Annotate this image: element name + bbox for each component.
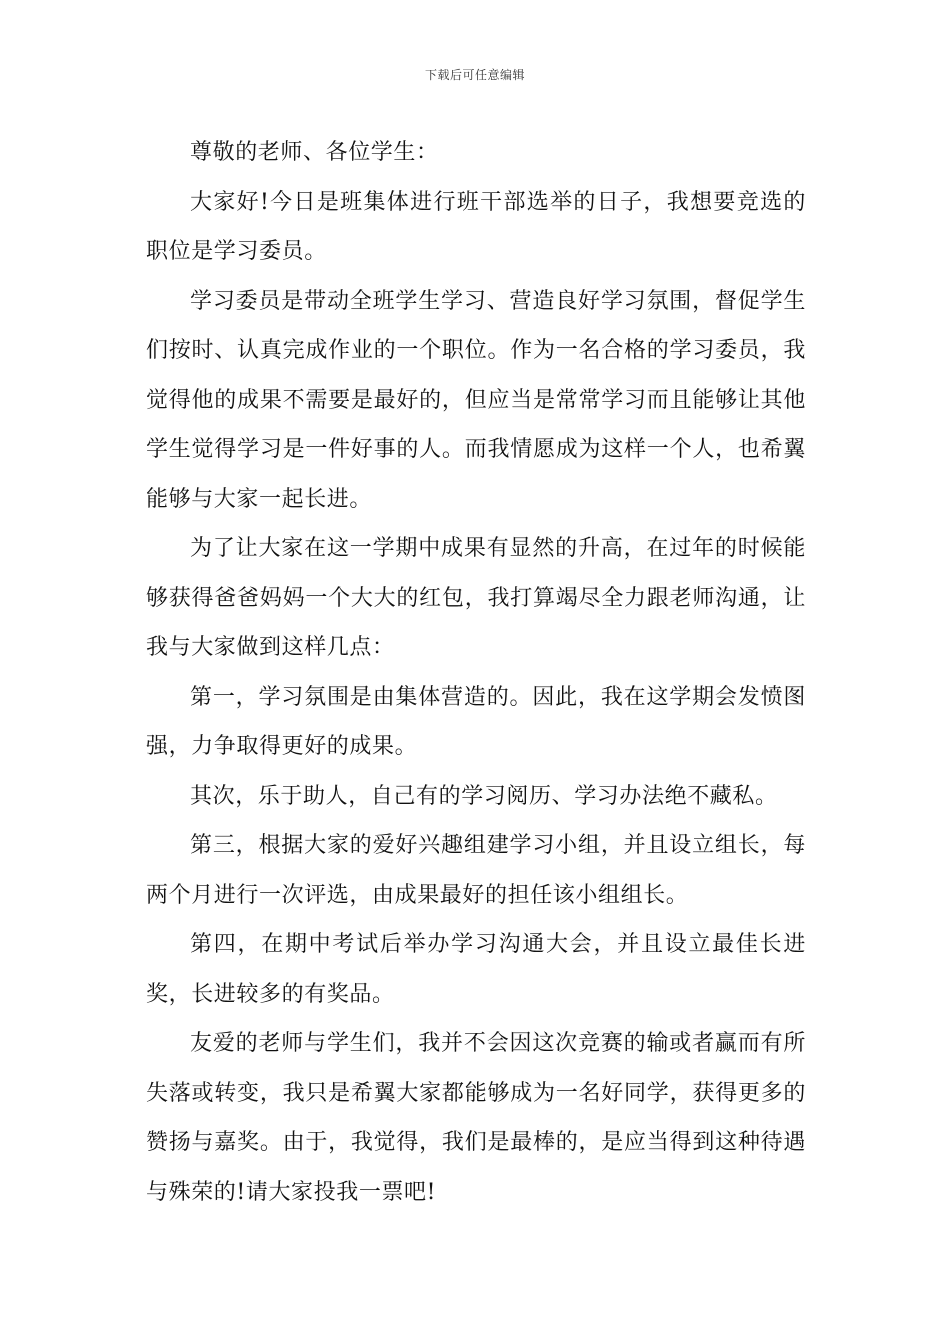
- paragraph: 其次，乐于助人，自己有的学习阅历、学习办法绝不藏私。: [190, 783, 778, 809]
- paragraph: 第四，在期中考试后举办学习沟通大会，并且设立最佳长进奖，长进较多的有奖品。: [146, 932, 806, 1007]
- paragraph: 第一，学习氛围是由集体营造的。因此，我在这学期会发愤图强，力争取得更好的成果。: [146, 684, 806, 759]
- paragraph: 学习委员是带动全班学生学习、营造良好学习氛围，督促学生们按时、认真完成作业的一个职位。作为一名合格的学习委员，我觉得他的成果不需要是最好的，但应当是常常学习而且能够让其他学生觉得学习是一件好事的人。而我情愿成为这样一个人，也希翼能够与大家一起长进。: [146, 288, 806, 512]
- page-header: 下载后可任意编辑: [424, 68, 525, 82]
- paragraph: 为了让大家在这一学期中成果有显然的升高，在过年的时候能够获得爸爸妈妈一个大大的红包，我打算竭尽全力跟老师沟通，让我与大家做到这样几点：: [146, 536, 806, 660]
- document-body: [146, 128, 806, 1217]
- salutation: 尊敬的老师、各位学生：: [190, 140, 439, 165]
- paragraph: 大家好!今日是班集体进行班干部选举的日子，我想要竞选的职位是学习委员。: [146, 189, 806, 264]
- paragraph: 第三，根据大家的爱好兴趣组建学习小组，并且设立组长，每两个月进行一次评选，由成果最好的担任该小组组长。: [146, 833, 806, 908]
- closing-paragraph: 友爱的老师与学生们，我并不会因这次竞赛的输或者赢而有所失落或转变，我只是希翼大家都能够成为一名好同学，获得更多的赞扬与嘉奖。由于，我觉得，我们是最棒的，是应当得到这种待遇与殊荣的!请大家投我一票吧!: [146, 1031, 806, 1205]
